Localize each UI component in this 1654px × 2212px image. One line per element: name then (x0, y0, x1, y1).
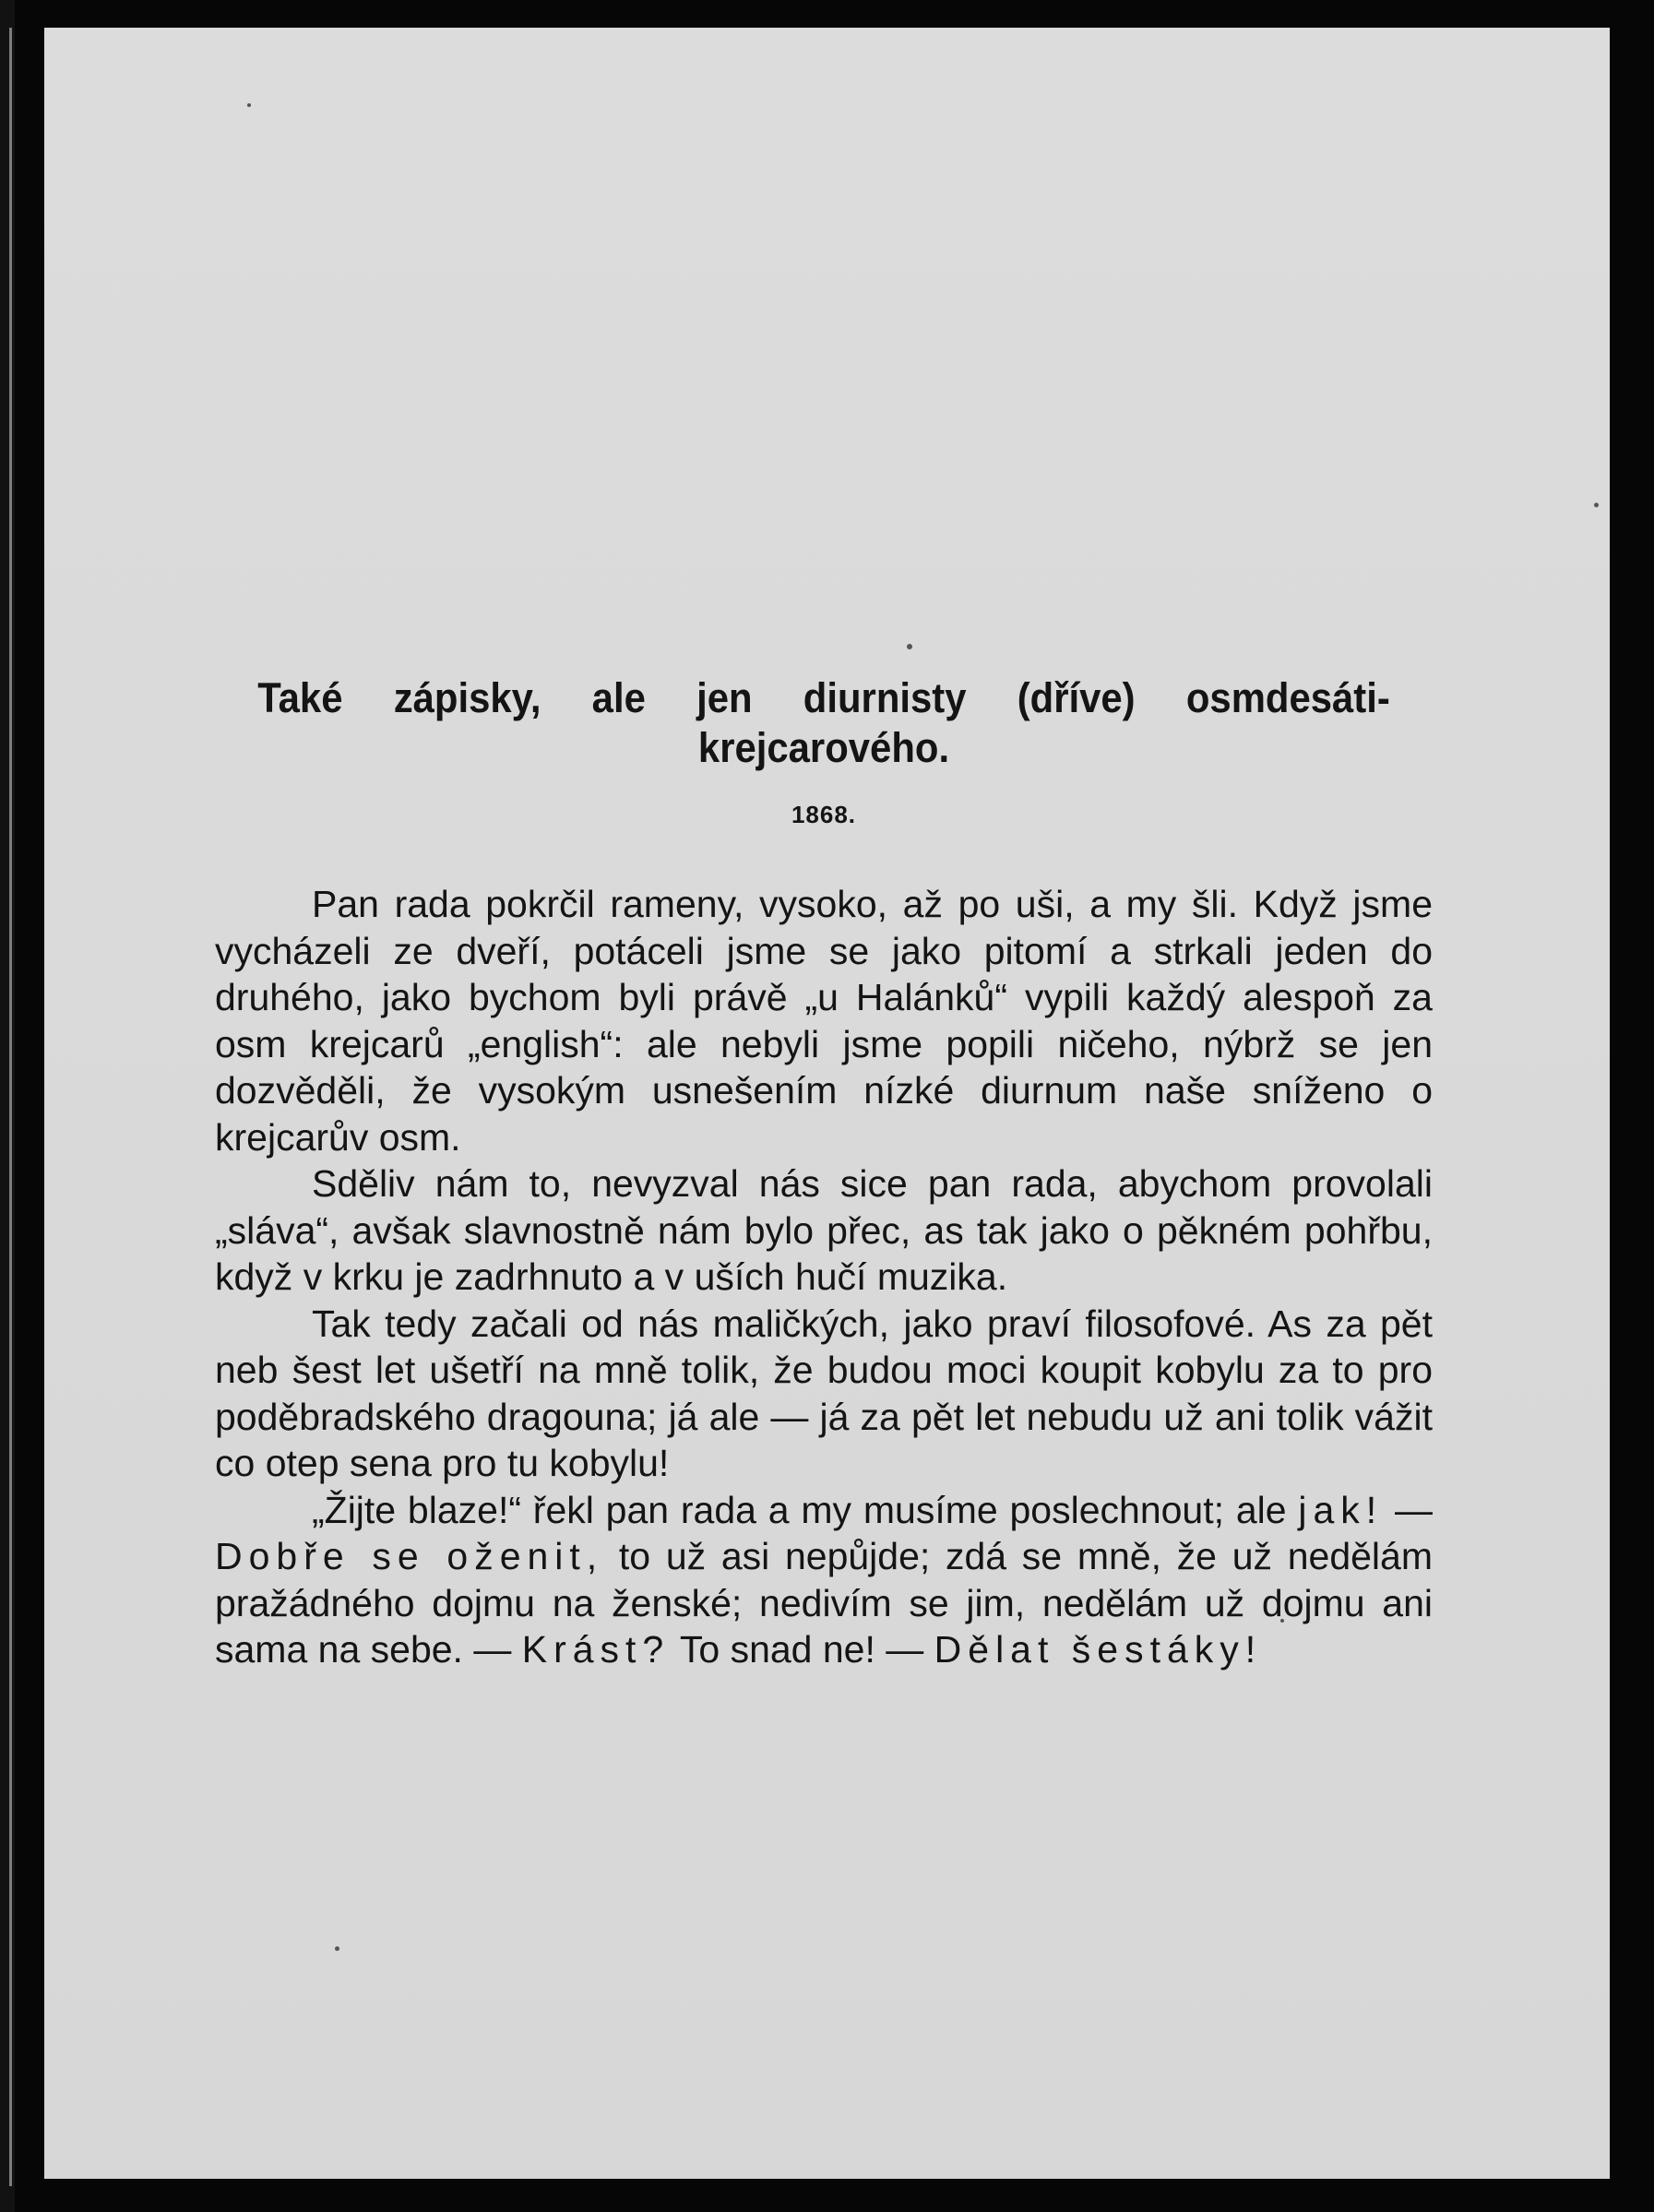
dust-speck (247, 103, 251, 107)
text-block (215, 673, 1433, 1673)
dust-speck (1594, 503, 1599, 507)
left-scan-edge (0, 0, 15, 2212)
chapter-title-line-2: krejcarového. (697, 724, 950, 771)
dust-speck (907, 644, 912, 649)
emphasized-text: Dobře se oženit, (215, 1535, 604, 1577)
paragraph-text: Sděliv nám to, nevyzval nás sice pan rada, abychom provolali „sláva“, avšak slavnostně nám bylo přec, as tak jako o pěkném pohřbu, když v krku je zadrhnuto a v uších hučí muzika. (215, 1162, 1433, 1298)
emphasized-text: jak! (1298, 1488, 1384, 1531)
body-text (215, 881, 1433, 1673)
paragraph-text: Pan rada pokrčil rameny, vysoko, až po uši, a my šli. Když jsme vycházeli ze dveří, potáceli jsme se jako pitomí a strkali jeden do druhého, jako bychom byli právě „u Halánků“ vypili každý alespoň za osm krejcarů „english“: ale nebyli jsme popili ničeho, nýbrž se jen dozvěděli, že vysokým usnešením nízké diurnum naše sníženo o krejcarův osm. (215, 883, 1433, 1159)
paragraph-text: — (1383, 1488, 1433, 1531)
scanned-page (44, 28, 1610, 2179)
paragraph-text: To snad ne! — (670, 1628, 934, 1671)
chapter-year: 1868. (791, 801, 857, 828)
paragraph (215, 1160, 1433, 1301)
left-scan-edge-line (9, 28, 12, 2186)
chapter-title-line-1: Také zápisky, ale jen diurnisty (dříve) osmdesáti- (257, 674, 1390, 721)
paragraph (215, 1301, 1433, 1487)
dust-speck (335, 1946, 339, 1951)
paragraph (215, 881, 1433, 1160)
paragraph-text: Tak tedy začali od nás maličkých, jako praví filosofové. As za pět neb šest let ušetří na mně tolik, že budou moci koupit kobylu za to pro poděbradského dragouna; já ale — já za pět let nebudu už ani tolik vážit co otep sena pro tu kobylu! (215, 1302, 1433, 1484)
chapter-title (257, 673, 1390, 773)
paragraph (215, 1487, 1433, 1673)
emphasized-text: Dělat šestáky! (934, 1628, 1263, 1671)
paragraph-text: „Žijte blaze!“ řekl pan rada a my musíme poslechnout; ale (312, 1488, 1299, 1531)
paragraph-text: to už asi nepůjde; zdá se mně, že už nedělám pražádného dojmu na ženské; nedivím se jim, nedělám už dojmu ani sama na sebe. — (215, 1535, 1433, 1671)
emphasized-text: Krást? (521, 1628, 671, 1671)
